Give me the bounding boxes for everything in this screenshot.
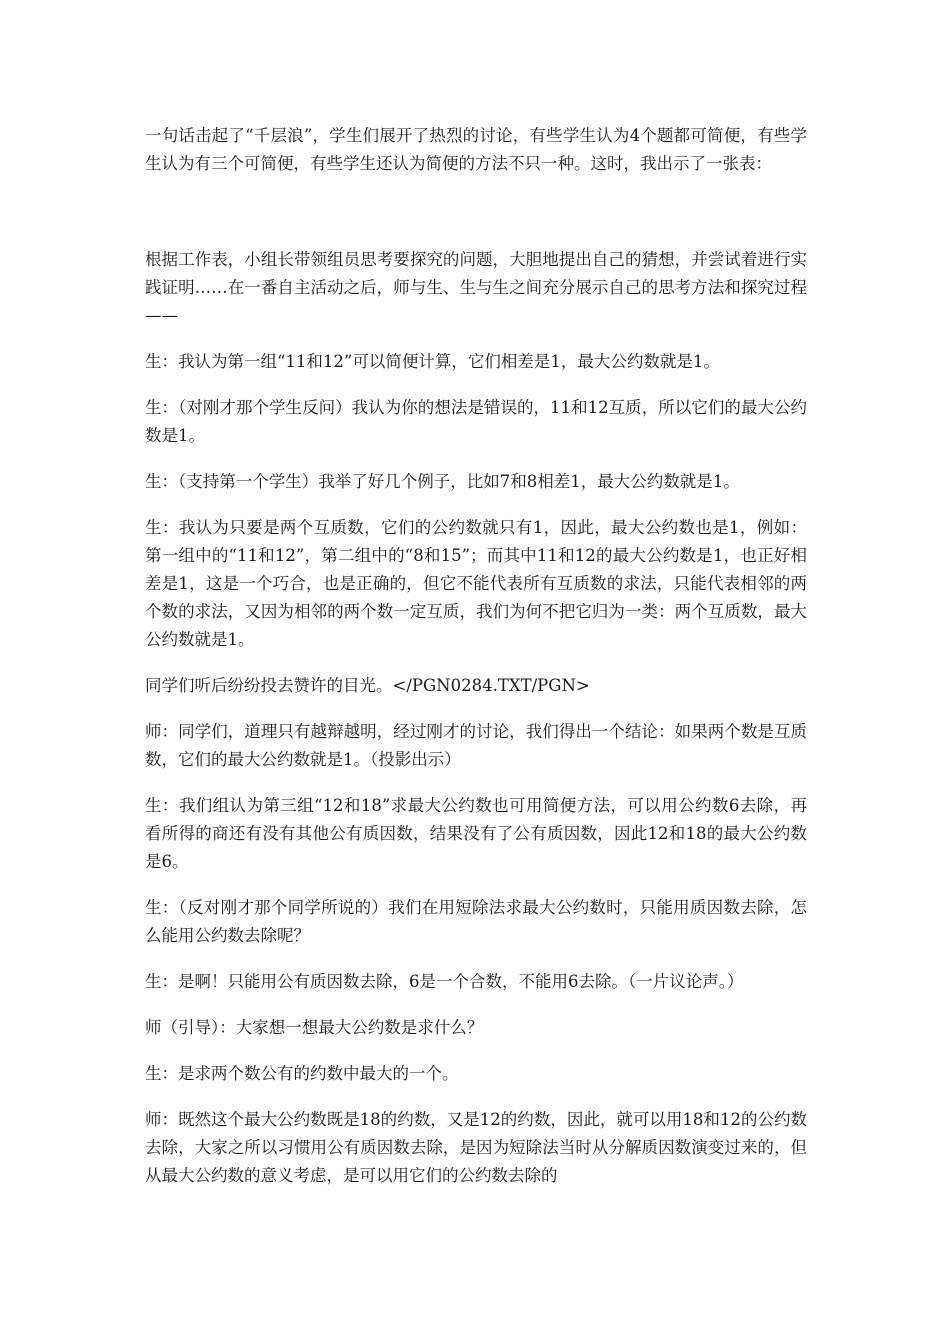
paragraph-classmates: 同学们听后纷纷投去赞许的目光。</PGN0284.TXT/PGN>	[145, 676, 590, 695]
paragraph-student-1: 生：我认为第一组“11和12”可以简便计算，它们相差是1，最大公约数就是1。	[145, 352, 720, 371]
paragraph-student-2: 生：（对刚才那个学生反问）我认为你的想法是错误的，11和12互质，所以它们的最大公约数是1。	[145, 398, 807, 445]
paragraph-student-7: 生：是啊！只能用公有质因数去除，6是一个合数，不能用6去除。（一片议论声。）	[145, 972, 744, 991]
paragraph-teacher-1: 师：同学们，道理只有越辩越明，经过刚才的讨论，我们得出一个结论：如果两个数是互质数，它们的最大公约数就是1。（投影出示）	[145, 722, 807, 769]
paragraph-student-4: 生：我认为只要是两个互质数，它们的公约数就只有1，因此，最大公约数也是1，例如：第一组中的“11和12”，第二组中的“8和15”；而其中11和12的最大公约数是1，也正好相差是1，这是一个巧合，也是正确的，但它不能代表所有互质数的求法，只能代表相邻的两个数的求法，又因为相邻的两个数一定互质，我们为何不把它归为一类：两个互质数，最大公约数就是1。	[145, 518, 807, 649]
paragraph-student-8: 生：是求两个数公有的约数中最大的一个。	[145, 1064, 459, 1083]
paragraph-worksheet: 根据工作表，小组长带领组员思考要探究的问题，大胆地提出自己的猜想，并尝试着进行实践证明……在一番自主活动之后，师与生、生与生之间充分展示自己的思考方法和探究过程——	[145, 250, 807, 325]
paragraph-intro: 一句话击起了“千层浪”，学生们展开了热烈的讨论，有些学生认为4个题都可简便，有些学生认为有三个可简便，有些学生还认为简便的方法不只一种。这时，我出示了一张表：	[145, 126, 807, 173]
paragraph-student-3: 生：（支持第一个学生）我举了好几个例子，比如7和8相差1，最大公约数就是1。	[145, 472, 740, 491]
paragraph-student-5: 生：我们组认为第三组“12和18”求最大公约数也可用简便方法，可以用公约数6去除，再看所得的商还有没有其他公有质因数，结果没有了公有质因数，因此12和18的最大公约数是6。	[145, 796, 807, 871]
paragraph-teacher-guide: 师（引导）：大家想一想最大公约数是求什么？	[145, 1018, 484, 1037]
document-body	[145, 122, 807, 1208]
paragraph-student-6: 生：（反对刚才那个同学所说的）我们在用短除法求最大公约数时，只能用质因数去除，怎么能用公约数去除呢？	[145, 898, 807, 945]
paragraph-teacher-2: 师：既然这个最大公约数既是18的约数，又是12的约数，因此，就可以用18和12的公约数去除，大家之所以习惯用公有质因数去除，是因为短除法当时从分解质因数演变过来的，但从最大公约数的意义考虑，是可以用它们的公约数去除的	[145, 1110, 807, 1185]
